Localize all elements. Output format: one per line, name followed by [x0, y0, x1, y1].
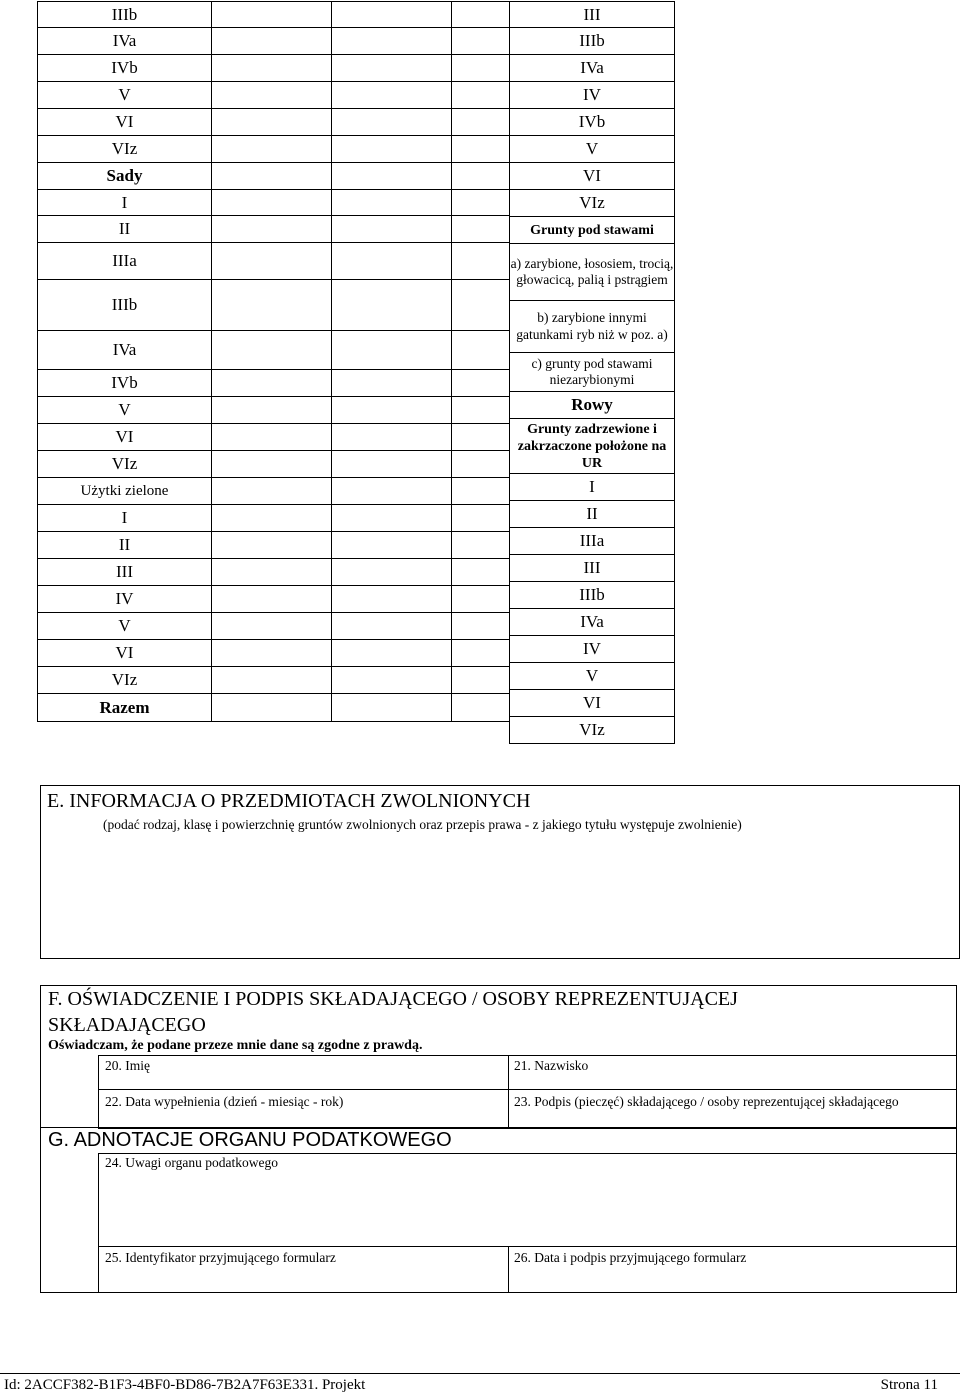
right-table-row [510, 217, 675, 244]
right-class-label: b) zarybione innymi gatunkami ryb niż w poz. a) [510, 301, 675, 353]
field-25-receiver-id[interactable] [98, 1246, 509, 1293]
left-area-cell[interactable] [212, 397, 332, 424]
field-20-name[interactable] [98, 1055, 509, 1090]
right-class-label: IIIa [510, 528, 675, 555]
right-table-row [510, 82, 675, 109]
left-class-label: IVa [38, 28, 212, 55]
left-class-label: IIIb [38, 2, 212, 28]
right-class-label: IIIb [510, 28, 675, 55]
field-22-fill-date[interactable] [98, 1089, 509, 1129]
left-area-cell[interactable] [212, 586, 332, 613]
left-area-cell[interactable] [212, 190, 332, 216]
right-table-row [510, 419, 675, 474]
left-class-label: I [38, 190, 212, 216]
section-f-statement: Oświadczam, że podane przeze mnie dane są zgodne z prawdą. [48, 1038, 423, 1053]
left-rate-cell[interactable] [332, 28, 452, 55]
left-area-cell[interactable] [212, 163, 332, 190]
right-class-label: II [510, 501, 675, 528]
field-20-label: 20. Imię [105, 1058, 150, 1073]
left-area-cell[interactable] [212, 505, 332, 532]
left-area-cell[interactable] [212, 280, 332, 331]
left-rate-cell[interactable] [332, 694, 452, 722]
left-class-label: V [38, 82, 212, 109]
right-table-row [510, 636, 675, 663]
left-rate-cell[interactable] [332, 613, 452, 640]
right-class-label: VI [510, 690, 675, 717]
left-class-label: VI [38, 424, 212, 451]
left-class-label: Razem [38, 694, 212, 722]
right-class-table [509, 1, 675, 744]
right-table-row [510, 2, 675, 28]
right-table-row [510, 392, 675, 419]
left-class-label: II [38, 216, 212, 243]
field-21-surname[interactable] [508, 1055, 957, 1090]
left-area-cell[interactable] [212, 370, 332, 397]
field-24-label: 24. Uwagi organu podatkowego [105, 1155, 278, 1170]
left-rate-cell[interactable] [332, 424, 452, 451]
left-class-label: IVa [38, 331, 212, 370]
section-e-subtitle: (podać rodzaj, klasę i powierzchnię gruntów zwolnionych oraz przepis prawa - z jakiego tytułu występuje zwolnienie) [103, 817, 742, 832]
right-class-label: V [510, 136, 675, 163]
footer-document-id: Id: 2ACCF382-B1F3-4BF0-BD86-7B2A7F63E331. Projekt [4, 1377, 366, 1393]
right-class-label: IVa [510, 55, 675, 82]
left-class-label: IV [38, 586, 212, 613]
left-class-label: VIz [38, 667, 212, 694]
left-area-cell[interactable] [212, 243, 332, 280]
left-area-cell[interactable] [212, 109, 332, 136]
right-class-label: IIIb [510, 582, 675, 609]
left-area-cell[interactable] [212, 216, 332, 243]
section-e-box [40, 785, 960, 959]
left-class-label: IIIa [38, 243, 212, 280]
left-class-label: Użytki zielone [38, 478, 212, 505]
right-table-row [510, 528, 675, 555]
left-class-label: VI [38, 109, 212, 136]
right-class-label: III [510, 2, 675, 28]
left-rate-cell[interactable] [332, 163, 452, 190]
left-area-cell[interactable] [212, 451, 332, 478]
right-class-label: a) zarybione, łososiem, trocią, głowacicą, palią i pstrągiem [510, 244, 675, 301]
left-rate-cell[interactable] [332, 667, 452, 694]
right-class-label: VI [510, 163, 675, 190]
left-class-label: I [38, 505, 212, 532]
section-f-title-line2: SKŁADAJĄCEGO [48, 1014, 206, 1036]
left-rate-cell[interactable] [332, 55, 452, 82]
right-class-label: IV [510, 636, 675, 663]
field-24-remarks[interactable] [98, 1153, 957, 1247]
field-26-receiver-signature[interactable] [508, 1246, 957, 1293]
right-table-row [510, 190, 675, 217]
field-26-label: 26. Data i podpis przyjmującego formularz [514, 1250, 747, 1265]
section-f-title-line1: F. OŚWIADCZENIE I PODPIS SKŁADAJĄCEGO / OSOBY REPREZENTUJĄCEJ [48, 988, 738, 1010]
left-area-cell[interactable] [212, 331, 332, 370]
left-rate-cell[interactable] [332, 532, 452, 559]
right-class-label: Rowy [510, 392, 675, 419]
left-rate-cell[interactable] [332, 397, 452, 424]
left-rate-cell[interactable] [332, 640, 452, 667]
field-23-signature[interactable] [508, 1089, 957, 1129]
right-class-label: Grunty pod stawami [510, 217, 675, 244]
left-class-label: III [38, 559, 212, 586]
field-22-label: 22. Data wypełnienia (dzień - miesiąc - rok) [105, 1094, 344, 1109]
right-table-row [510, 555, 675, 582]
left-rate-cell[interactable] [332, 559, 452, 586]
right-class-label: Grunty zadrzewione i zakrzaczone położone na UR [510, 419, 675, 474]
left-rate-cell[interactable] [332, 136, 452, 163]
left-rate-cell[interactable] [332, 451, 452, 478]
left-rate-cell[interactable] [332, 216, 452, 243]
right-table-row [510, 109, 675, 136]
right-table-row [510, 717, 675, 744]
left-rate-cell[interactable] [332, 2, 452, 28]
left-class-label: IIIb [38, 280, 212, 331]
right-table-row [510, 163, 675, 190]
left-area-cell[interactable] [212, 694, 332, 722]
left-rate-cell[interactable] [332, 331, 452, 370]
right-class-label: c) grunty pod stawami niezarybionymi [510, 353, 675, 392]
right-table-row [510, 582, 675, 609]
right-class-label: IVa [510, 609, 675, 636]
left-rate-cell[interactable] [332, 586, 452, 613]
right-table-row [510, 353, 675, 392]
left-area-cell[interactable] [212, 28, 332, 55]
left-area-cell[interactable] [212, 667, 332, 694]
left-class-label: V [38, 613, 212, 640]
left-rate-cell[interactable] [332, 280, 452, 331]
left-area-cell[interactable] [212, 559, 332, 586]
right-table-row [510, 28, 675, 55]
left-rate-cell[interactable] [332, 190, 452, 216]
left-class-label: V [38, 397, 212, 424]
right-table-row [510, 55, 675, 82]
left-area-cell[interactable] [212, 478, 332, 505]
right-class-label: I [510, 474, 675, 501]
left-area-cell[interactable] [212, 532, 332, 559]
left-rate-cell[interactable] [332, 478, 452, 505]
left-area-cell[interactable] [212, 2, 332, 28]
left-class-label: VI [38, 640, 212, 667]
field-25-label: 25. Identyfikator przyjmującego formularz [105, 1250, 336, 1265]
right-class-label: V [510, 663, 675, 690]
left-class-label: VIz [38, 451, 212, 478]
footer-rule [0, 1373, 960, 1374]
field-21-label: 21. Nazwisko [514, 1058, 589, 1073]
right-table-row [510, 690, 675, 717]
right-class-label: VIz [510, 190, 675, 217]
left-class-label: VIz [38, 136, 212, 163]
left-class-label: II [38, 532, 212, 559]
right-class-label: VIz [510, 717, 675, 744]
field-23-label: 23. Podpis (pieczęć) składającego / osoby reprezentującej składającego [514, 1094, 899, 1109]
left-rate-cell[interactable] [332, 243, 452, 280]
left-rate-cell[interactable] [332, 82, 452, 109]
left-area-cell[interactable] [212, 82, 332, 109]
left-class-label: Sady [38, 163, 212, 190]
left-rate-cell[interactable] [332, 109, 452, 136]
left-rate-cell[interactable] [332, 505, 452, 532]
section-e-input-area[interactable] [47, 838, 952, 953]
left-area-cell[interactable] [212, 424, 332, 451]
left-class-label: IVb [38, 55, 212, 82]
right-table-row [510, 501, 675, 528]
left-area-cell[interactable] [212, 613, 332, 640]
left-area-cell[interactable] [212, 55, 332, 82]
left-class-label: IVb [38, 370, 212, 397]
right-class-label: IVb [510, 109, 675, 136]
right-table-row [510, 609, 675, 636]
left-area-cell[interactable] [212, 640, 332, 667]
right-table-row [510, 136, 675, 163]
right-class-label: III [510, 555, 675, 582]
footer-page-number: Strona 11 [880, 1377, 938, 1393]
right-table-row [510, 301, 675, 353]
left-rate-cell[interactable] [332, 370, 452, 397]
section-e-title: E. INFORMACJA O PRZEDMIOTACH ZWOLNIONYCH [47, 790, 531, 812]
right-table-row [510, 474, 675, 501]
right-table-row [510, 244, 675, 301]
left-area-cell[interactable] [212, 136, 332, 163]
right-table-row [510, 663, 675, 690]
right-class-label: IV [510, 82, 675, 109]
section-g-title: G. ADNOTACJE ORGANU PODATKOWEGO [48, 1129, 452, 1151]
